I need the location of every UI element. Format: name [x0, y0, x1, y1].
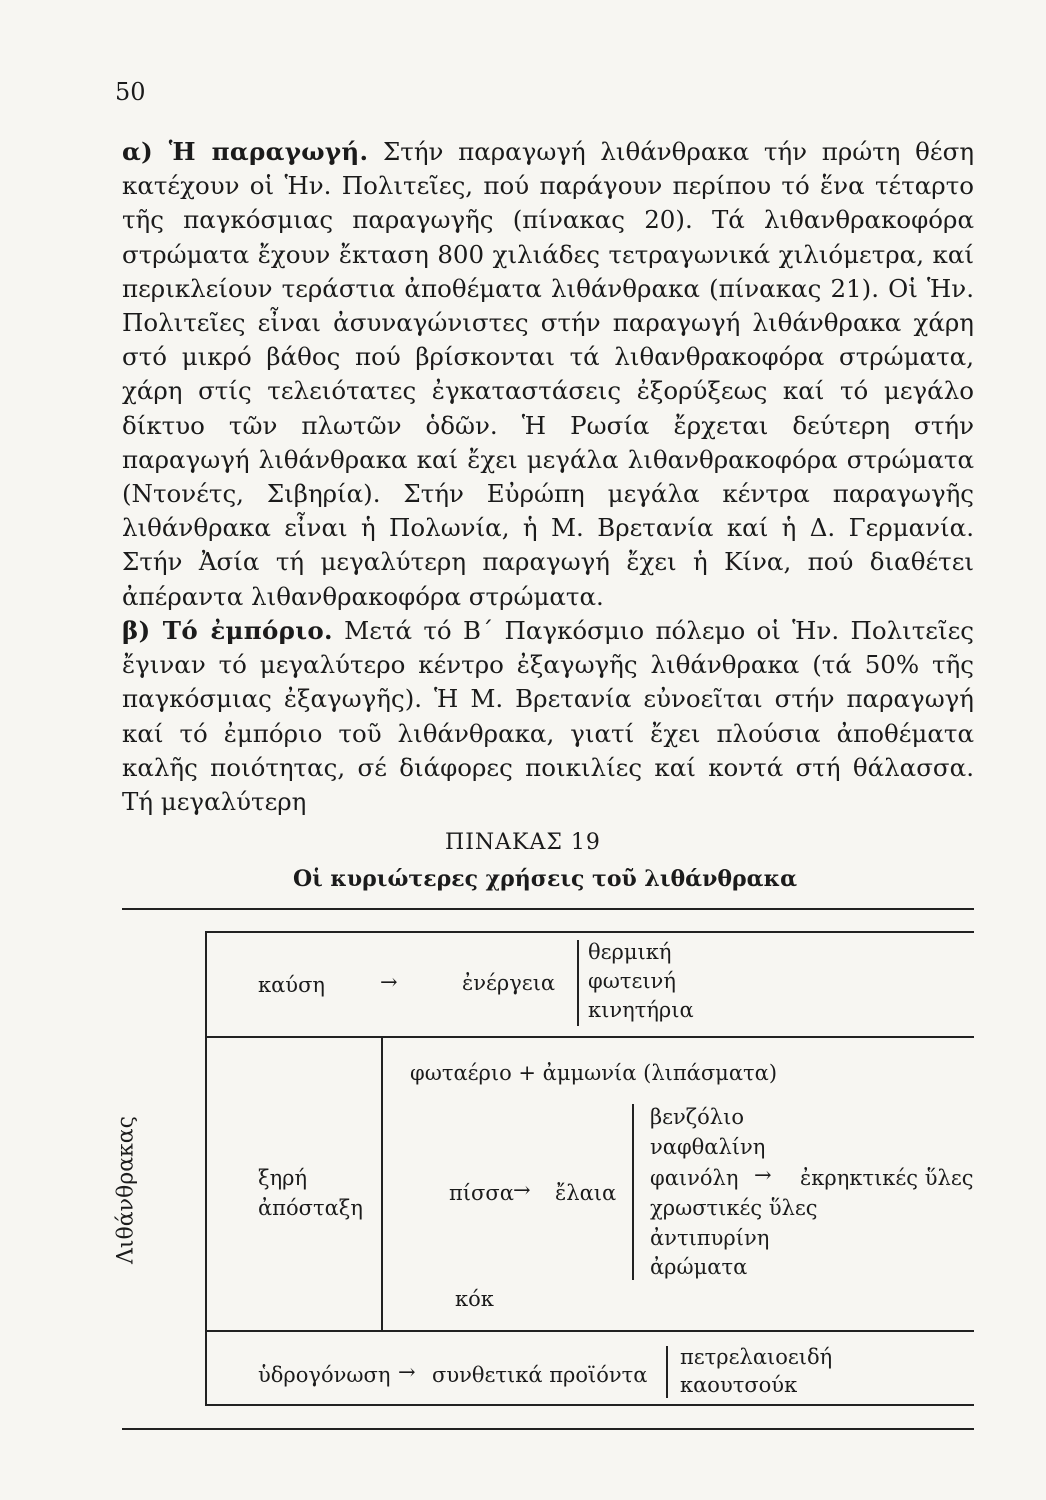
combustion-process: καύση: [258, 973, 325, 997]
process-column-right-rule: [381, 1037, 383, 1331]
distillation-top-rule: [205, 1036, 974, 1038]
phenol-product: ἐκρηκτικές ὕλες: [800, 1166, 974, 1190]
side-label: Λιθάνθρακας: [113, 1116, 139, 1264]
oil-product: χρωστικές ὕλες: [650, 1196, 818, 1220]
hydrogenation-bottom-rule: [205, 1404, 974, 1406]
hydrogenation-arrow: →: [398, 1360, 416, 1384]
hydrogenation-product: πετρελαιοειδή: [680, 1345, 833, 1369]
gas-products: φωταέριο + ἀμμωνία (λιπάσματα): [410, 1061, 778, 1085]
oils: ἔλαια: [555, 1181, 617, 1205]
oil-product: φαινόλη: [650, 1166, 739, 1190]
distillation-process-line2: ἀπόσταξη: [258, 1196, 363, 1220]
oil-product: ἀντιπυρίνη: [650, 1226, 770, 1250]
oil-product: ἀρώματα: [650, 1255, 748, 1279]
hydrogenation-product: καουτσούκ: [680, 1373, 798, 1397]
page-number: 50: [115, 78, 146, 106]
section-a-paragraph: [122, 135, 974, 614]
section-b-paragraph: [122, 614, 974, 819]
distillation-bottom-rule: [205, 1330, 974, 1332]
oil-product: βενζόλιο: [650, 1105, 744, 1129]
table-top-rule: [122, 908, 974, 910]
combustion-top-rule: [205, 931, 974, 933]
hydrogenation-process: ὑδρογόνωση: [258, 1363, 391, 1387]
process-column-left-rule: [205, 931, 207, 1405]
combustion-brace: [573, 940, 583, 1026]
oil-product: ναφθαλίνη: [650, 1135, 766, 1159]
table-title: Οἱ κυριώτερες χρήσεις τοῦ λιθάνθρακα: [292, 866, 798, 892]
hydrogenation-brace: [662, 1346, 672, 1398]
pitch-arrow: →: [513, 1178, 531, 1202]
section-a-text: Στήν παραγωγή λιθάνθρακα τήν πρώτη θέση κατέχουν οἱ Ἡν. Πολιτεῖες, πού παράγουν περίπου τό ἕνα τέταρτο τῆς παγκόσμιας παραγωγῆς (πίνακας 20). Τά λιθανθρακοφόρα στρώματα ἔχουν ἔκταση 800 χιλιάδες τετραγωνικά χιλιόμετρα, καί περικλείουν τεράστια ἀποθέματα λιθάνθρακα (πίνακας 21). Οἱ Ἡν. Πολιτεῖες εἶναι ἀσυναγώνιστες στήν παραγωγή λιθάνθρακα χάρη στό μικρό βάθος πού βρίσκονται τά λιθανθρακοφόρα στρώματα, χάρη στίς τελειότατες ἐγκαταστάσεις ἐξορύξεως καί τό μεγάλο δίκτυο τῶν πλωτῶν ὁδῶν. Ἡ Ρωσία ἔρχεται δεύτερη στήν παραγωγή λιθάνθρακα καί ἔχει μεγάλα λιθανθρακοφόρα στρώματα (Ντονέτς, Σιβηρία). Στήν Εὐρώπη μεγάλα κέντρα παραγωγῆς λιθάνθρακα εἶναι ἡ Πολωνία, ἡ Μ. Βρετανία καί ἡ Δ. Γερμανία. Στήν Ἀσία τή μεγαλύτερη παραγωγή ἔχει ἡ Κίνα, πού διαθέτει ἀπέραντα λιθανθρακοφόρα στρώματα.: [122, 137, 974, 611]
hydrogenation-result: συνθετικά προϊόντα: [432, 1363, 648, 1387]
phenol-arrow: →: [754, 1163, 772, 1187]
table-number: ΠΙΝΑΚΑΣ 19: [445, 830, 601, 855]
section-a-heading: α) Ἡ παραγωγή.: [122, 137, 369, 166]
distillation-process-line1: ξηρή: [258, 1166, 308, 1190]
section-b-text: Μετά τό Β΄ Παγκόσμιο πόλεμο οἱ Ἡν. Πολιτεῖες ἔγιναν τό μεγαλύτερο κέντρο ἐξαγωγῆς λιθάνθρακα (τά 50% τῆς παγκόσμιας ἐξαγωγῆς). Ἡ Μ. Βρετανία εὐνοεῖται στήν παραγωγή καί τό ἐμπόριο τοῦ λιθάνθρακα, γιατί ἔχει πλούσια ἀποθέματα καλῆς ποιότητας, σέ διάφορες ποικιλίες καί κοντά στή θάλασσα. Τή μεγαλύτερη: [122, 616, 974, 817]
combustion-type: θερμική: [588, 940, 672, 964]
oil-products-brace: [628, 1104, 638, 1280]
combustion-result: ἐνέργεια: [462, 971, 556, 995]
combustion-type: φωτεινή: [588, 969, 676, 993]
pitch: πίσσα: [449, 1181, 514, 1205]
table-bottom-rule: [122, 1428, 974, 1430]
section-b-heading: β) Τό ἐμπόριο.: [122, 616, 333, 645]
combustion-arrow: →: [380, 970, 398, 994]
combustion-type: κινητήρια: [588, 998, 694, 1022]
coke: κόκ: [455, 1287, 494, 1311]
